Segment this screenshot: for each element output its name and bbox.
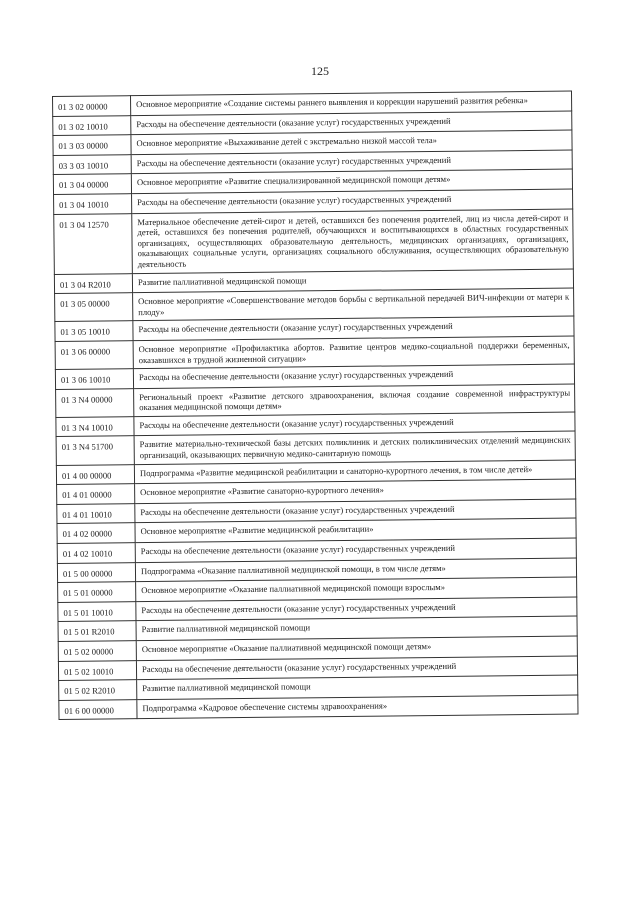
row-description: Развитие паллиативной медицинской помощи [136,616,577,640]
row-description: Основное мероприятие «Развитие санаторно-курортного лечения» [135,479,576,503]
row-code: 01 4 00 00000 [56,464,134,484]
row-description: Основное мероприятие «Оказание паллиативной медицинской помощи детям» [136,636,577,660]
row-description: Материальное обеспечение детей-сирот и детей, оставшихся без попечения родителей, лиц из числа детей-сирот и детей, оставшихся без попечения родителей, обучающихся и воспитывающихся в областных государственных организациях, осуществляющих образовательную деятельность, медицинских организациях, организациях, оказывающих социальные услуги, организациях социального обслуживания, осуществляющих образовательную деятельность [132,209,574,274]
row-description: Основное мероприятие «Развитие медицинской реабилитации» [135,518,576,542]
row-description: Расходы на обеспечение деятельности (оказание услуг) государственных учреждений [134,412,575,436]
row-code: 01 3 05 00000 [55,293,133,322]
row-description: Основное мероприятие «Профилактика абортов. Развитие центров медико-социальной поддержки беременных, оказавшихся в трудной жизненной ситуации» [133,336,574,369]
row-description: Расходы на обеспечение деятельности (оказание услуг) государственных учреждений [136,597,577,621]
row-description: Региональный проект «Развитие детского здравоохранения, включая создание современной инфраструктуры оказания медицинской помощи детям» [134,384,575,417]
row-code: 01 3 N4 00000 [56,388,134,417]
row-code: 01 3 02 00000 [53,96,131,116]
row-code: 01 5 02 00000 [58,641,136,661]
row-description: Основное мероприятие «Развитие специализированной медицинской помощи детям» [131,169,572,193]
row-code: 01 3 04 10010 [54,194,132,214]
row-code: 01 3 04 R2010 [54,273,132,293]
row-code: 01 5 02 10010 [58,660,136,680]
row-description: Расходы на обеспечение деятельности (оказание услуг) государственных учреждений [131,111,572,135]
row-code: 01 3 06 00000 [55,341,133,370]
table-row [59,695,578,720]
row-code: 01 5 02 R2010 [59,680,137,700]
row-code: 01 5 01 00000 [58,582,136,602]
row-code: 03 3 03 10010 [53,154,131,174]
row-description: Расходы на обеспечение деятельности (оказание услуг) государственных учреждений [131,150,572,174]
row-code: 01 3 05 10010 [55,321,133,341]
row-description: Расходы на обеспечение деятельности (оказание услуг) государственных учреждений [136,656,577,680]
budget-code-table [52,91,579,721]
row-code: 01 4 02 10010 [57,543,135,563]
row-code: 01 3 06 10010 [55,369,133,389]
row-description: Развитие паллиативной медицинской помощи [132,269,573,293]
row-code: 01 3 N4 51700 [56,436,134,465]
row-code: 01 3 03 00000 [53,135,131,155]
row-description: Основное мероприятие «Выхаживание детей с экстремально низкой массой тела» [131,130,572,154]
row-code: 01 6 00 00000 [59,699,137,719]
row-description: Развитие материально-технической базы детских поликлиник и детских поликлинических отделений медицинских организаций, оказывающих первичную медико-санитарную помощь [134,432,575,465]
row-code: 01 4 01 10010 [57,503,135,523]
row-code: 01 4 02 00000 [57,523,135,543]
row-code: 01 3 02 10010 [53,115,131,135]
row-description: Основное мероприятие «Оказание паллиативной медицинской помощи взрослым» [136,577,577,601]
row-code: 01 5 00 00000 [57,562,135,582]
row-description: Подпрограмма «Развитие медицинской реабилитации и санаторно-курортного лечения, в том числе детей» [134,460,575,484]
row-description: Подпрограмма «Кадровое обеспечение системы здравоохранения» [137,695,578,719]
row-description: Расходы на обеспечение деятельности (оказание услуг) государственных учреждений [135,538,576,562]
row-description: Расходы на обеспечение деятельности (оказание услуг) государственных учреждений [132,189,573,213]
table-row [54,209,574,274]
row-code: 01 3 04 00000 [53,174,131,194]
row-code: 01 3 04 12570 [54,213,133,274]
page-number: 125 [311,64,329,78]
row-code: 01 3 N4 10010 [56,417,134,437]
table-body [53,91,578,720]
row-description: Основное мероприятие «Совершенствование методов борьбы с вертикальной передачей ВИЧ-инфекции от матери к плоду» [133,288,574,321]
row-description: Расходы на обеспечение деятельности (оказание услуг) государственных учреждений [133,364,574,388]
row-description: Подпрограмма «Оказание паллиативной медицинской помощи, в том числе детям» [135,558,576,582]
row-description: Развитие паллиативной медицинской помощи [137,675,578,699]
row-code: 01 4 01 00000 [57,484,135,504]
document-sheet [52,91,579,721]
row-code: 01 5 01 R2010 [58,621,136,641]
row-description: Расходы на обеспечение деятельности (оказание услуг) государственных учреждений [133,316,574,340]
row-code: 01 5 01 10010 [58,601,136,621]
row-description: Расходы на обеспечение деятельности (оказание услуг) государственных учреждений [135,499,576,523]
row-description: Основное мероприятие «Создание системы раннего выявления и коррекции нарушений развития ребенка» [131,91,572,115]
